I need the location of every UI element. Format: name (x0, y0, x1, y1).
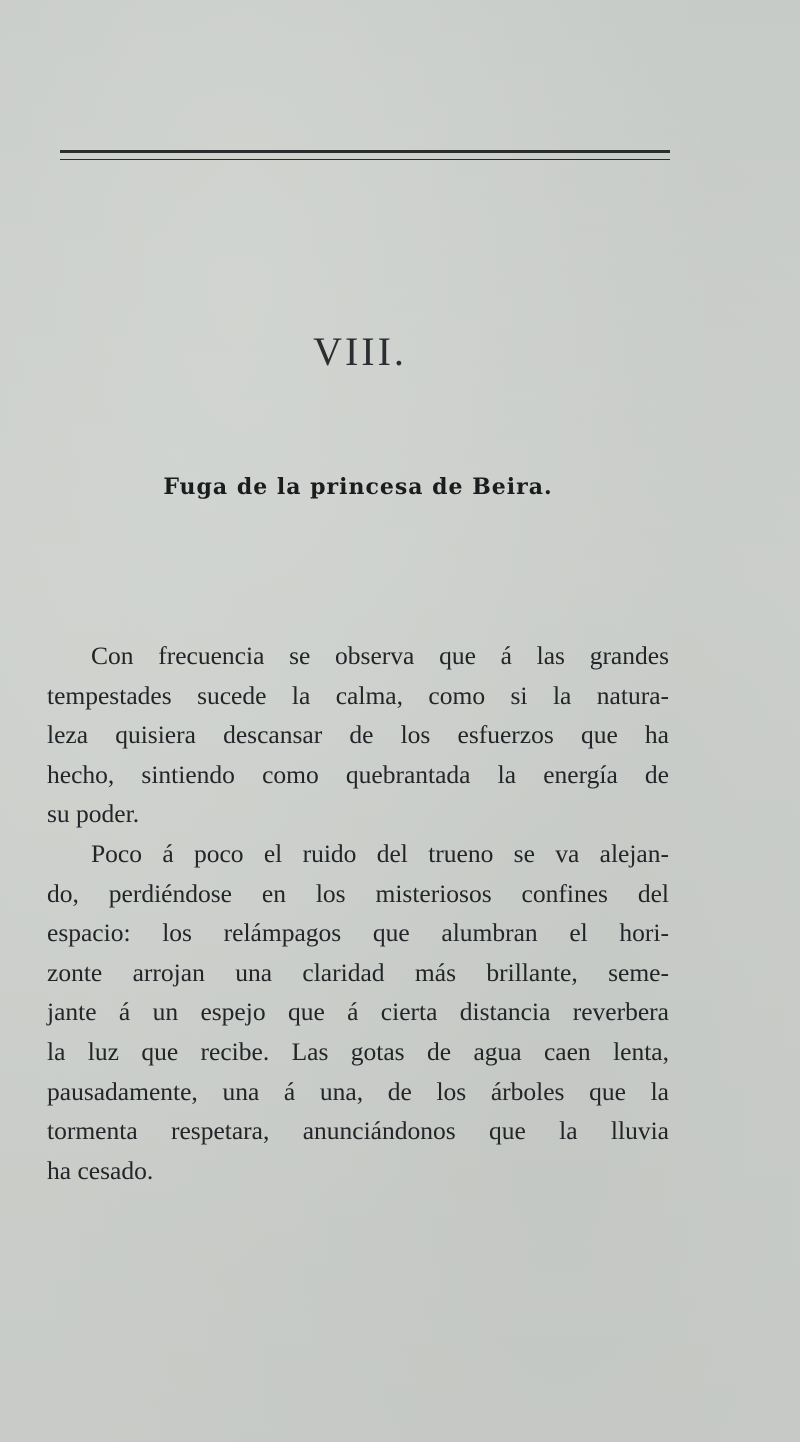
header-rule-thin (60, 159, 670, 160)
text-line: pausadamente, una á una, de los árboles que la (47, 1076, 669, 1106)
text-line: hecho, sintiendo como quebrantada la energía de (47, 759, 669, 789)
paragraph (47, 636, 669, 834)
text-line: tormenta respetara, anunciándonos que la lluvia (47, 1116, 669, 1146)
text-line: zonte arrojan una claridad más brillante, seme- (47, 957, 669, 987)
text-line: la luz que recibe. Las gotas de agua caen lenta, (47, 1036, 669, 1066)
text-line: espacio: los relámpagos que alumbran el hori- (47, 918, 669, 948)
text-line: tempestades sucede la calma, como si la natura- (47, 680, 669, 710)
text-line: leza quisiera descansar de los esfuerzos que ha (47, 720, 669, 750)
header-rule-thick (60, 150, 670, 153)
text-line: Poco á poco el ruido del trueno se va alejan- (91, 838, 669, 868)
paragraph (47, 834, 669, 1190)
chapter-body (47, 636, 669, 1190)
text-line: jante á un espejo que á cierta distancia reverbera (47, 997, 669, 1027)
text-line: Con frecuencia se observa que á las grandes (91, 641, 669, 670)
chapter-title: Fuga de la princesa de Beira. (163, 474, 553, 500)
text-line: su poder. (47, 799, 140, 829)
text-line: ha cesado. (47, 1155, 154, 1185)
chapter-number: VIII. (313, 329, 407, 374)
text-line: do, perdiéndose en los misteriosos confines del (47, 878, 669, 908)
